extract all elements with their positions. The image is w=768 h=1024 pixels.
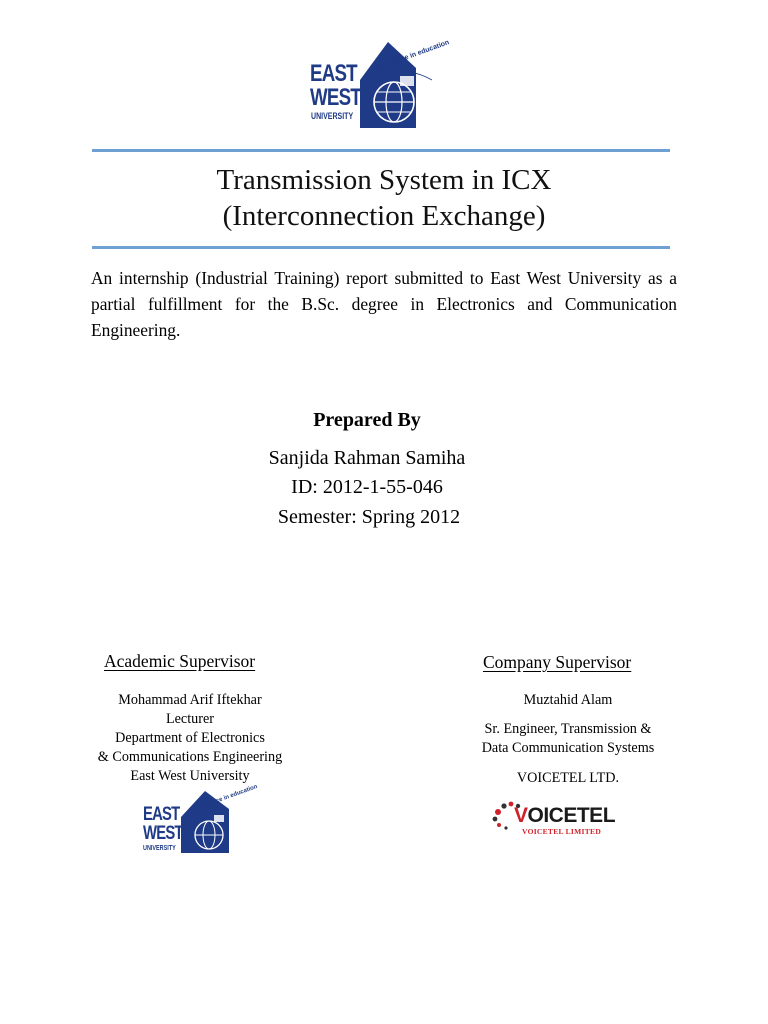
prepared-by-heading: Prepared By — [313, 409, 421, 431]
company-supervisor-name: Muztahid Alam — [523, 692, 613, 708]
voicetel-wordmark-v: V — [514, 804, 528, 827]
logo-word-east: EAST — [310, 60, 357, 87]
intro-paragraph: An internship (Industrial Training) report submitted to East West University as a partial fulfillment for the B.Sc. degree in Electronics and Communication Engineering. — [91, 268, 677, 340]
voicetel-logo — [490, 796, 640, 842]
logo-word-west: WEST — [143, 823, 183, 844]
company-supervisor-role-2: Data Communication Systems — [481, 740, 655, 756]
student-name: Sanjida Rahman Samiha — [268, 447, 466, 469]
report-title-line-1: Transmission System in ICX — [216, 164, 552, 196]
logo-word-university: UNIVERSITY — [143, 845, 176, 852]
voicetel-subtitle: VOICETEL LIMITED — [522, 827, 602, 836]
report-title-line-2: (Interconnection Exchange) — [222, 200, 546, 232]
bottom-divider — [92, 246, 670, 249]
academic-supervisor-title: Lecturer — [165, 711, 215, 727]
company-supervisor-role-1: Sr. Engineer, Transmission & — [484, 721, 652, 737]
logo-word-east: EAST — [143, 804, 180, 825]
academic-supervisor-dept-1: Department of Electronics — [115, 730, 265, 746]
company-name: VOICETEL LTD. — [516, 770, 620, 786]
company-supervisor-heading: Company Supervisor — [483, 652, 632, 672]
east-west-university-logo-small — [143, 783, 259, 855]
academic-supervisor-university: East West University — [130, 768, 250, 784]
logo-word-university: UNIVERSITY — [311, 111, 354, 121]
voicetel-wordmark-rest: OICETEL — [527, 804, 616, 827]
logo-motto: excellence in education — [374, 39, 451, 73]
academic-supervisor-name: Mohammad Arif Iftekhar — [118, 692, 262, 708]
academic-supervisor-dept-2: & Communications Engineering — [97, 749, 283, 765]
top-divider — [92, 149, 670, 152]
academic-supervisor-heading: Academic Supervisor — [104, 651, 256, 671]
student-id: ID: 2012-1-55-046 — [291, 476, 443, 498]
logo-motto: excellence in education — [193, 783, 259, 813]
student-semester: Semester: Spring 2012 — [277, 506, 461, 528]
east-west-university-logo — [310, 39, 451, 132]
voicetel-wordmark — [514, 805, 615, 826]
logo-word-west: WEST — [310, 84, 361, 111]
